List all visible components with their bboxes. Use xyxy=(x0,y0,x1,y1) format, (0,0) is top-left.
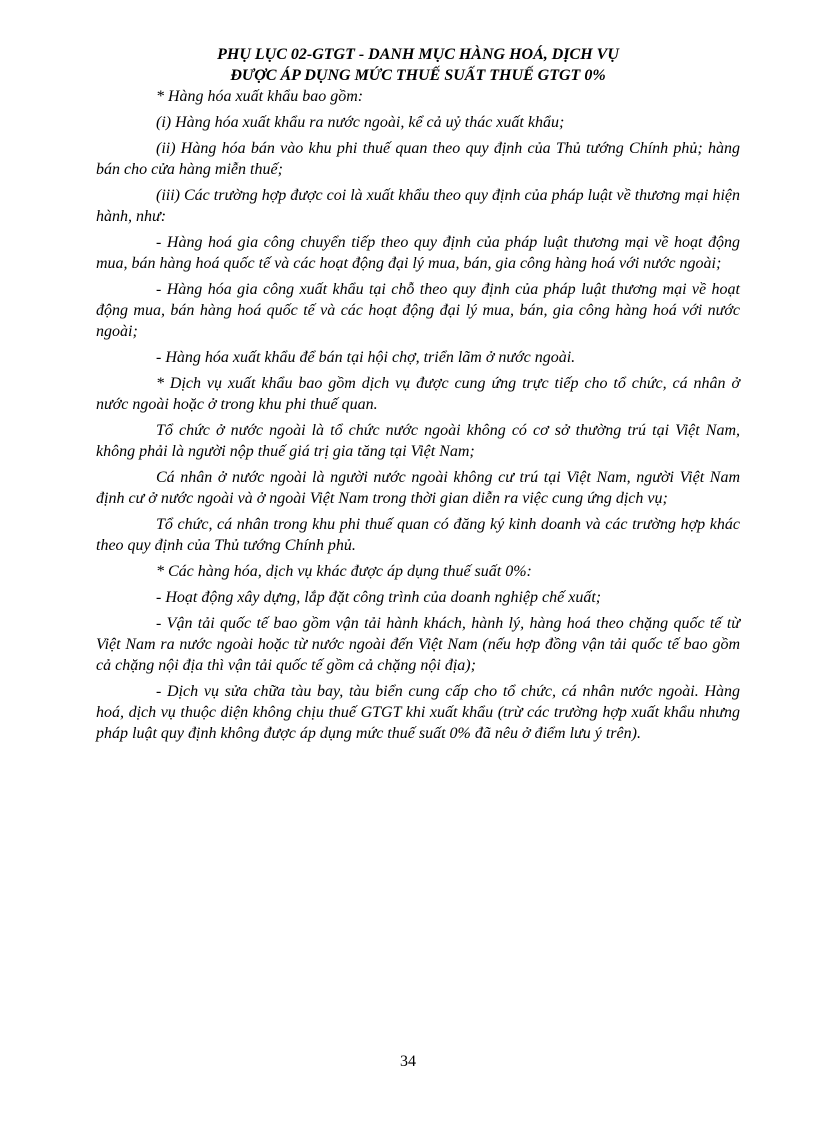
document-title-line-1: PHỤ LỤC 02-GTGT - DANH MỤC HÀNG HOÁ, DỊCH VỤ xyxy=(217,46,619,63)
paragraph-bullet-construction: - Hoạt động xây dựng, lắp đặt công trình của doanh nghiệp chế xuất; xyxy=(156,589,602,606)
paragraph-foreign-organization: Tổ chức ở nước ngoài là tổ chức nước ngoài không có cơ sở thường trú tại Việt Nam, không phải là người nộp thuế giá trị gia tăng tại Việt Nam; xyxy=(96,422,740,460)
paragraph-non-tariff-zone: Tổ chức, cá nhân trong khu phi thuế quan có đăng ký kinh doanh và các trường hợp khác theo quy định của Thủ tướng Chính phủ. xyxy=(96,516,740,554)
paragraph-item-iii: (iii) Các trường hợp được coi là xuất khẩu theo quy định của pháp luật về thương mại hiện hành, như: xyxy=(96,187,740,225)
paragraph-bullet-aircraft-ship-repair: - Dịch vụ sửa chữa tàu bay, tàu biển cung cấp cho tổ chức, cá nhân nước ngoài. Hàng hoá, dịch vụ thuộc diện không chịu thuế GTGT khi xuất khẩu (trừ các trường hợp xuất khẩu nhưng pháp luật quy định không được áp dụng mức thuế suất 0% đã nêu ở điểm lưu ý trên). xyxy=(96,683,740,742)
paragraph-bullet-fair-exhibition: - Hàng hóa xuất khẩu để bán tại hội chợ, triển lãm ở nước ngoài. xyxy=(156,349,576,366)
paragraph-item-ii: (ii) Hàng hóa bán vào khu phi thuế quan theo quy định của Thủ tướng Chính phủ; hàng bán cho cửa hàng miễn thuế; xyxy=(96,140,740,178)
paragraph-exported-services: * Dịch vụ xuất khẩu bao gồm dịch vụ được cung ứng trực tiếp cho tổ chức, cá nhân ở nước ngoài hoặc ở trong khu phi thuế quan. xyxy=(96,375,740,413)
paragraph-foreign-individual: Cá nhân ở nước ngoài là người nước ngoài không cư trú tại Việt Nam, người Việt Nam định cư ở nước ngoài và ở ngoài Việt Nam trong thời gian diễn ra việc cung ứng dịch vụ; xyxy=(96,469,740,507)
paragraph-bullet-transfer-processing: - Hàng hoá gia công chuyển tiếp theo quy định của pháp luật thương mại về hoạt động mua, bán hàng hoá quốc tế và các hoạt động đại lý mua, bán, gia công hàng hoá với nước ngoài; xyxy=(96,234,740,272)
page-number: 34 xyxy=(400,1053,416,1070)
paragraph-bullet-onsite-export: - Hàng hóa gia công xuất khẩu tại chỗ theo quy định của pháp luật thương mại về hoạt động mua, bán hàng hoá quốc tế và các hoạt động đại lý mua, bán, gia công hàng hoá với nước ngoài; xyxy=(96,281,740,340)
paragraph-exported-goods-heading: * Hàng hóa xuất khẩu bao gồm: xyxy=(156,88,364,105)
document-page xyxy=(96,44,740,749)
paragraph-item-i: (i) Hàng hóa xuất khẩu ra nước ngoài, kể cả uỷ thác xuất khẩu; xyxy=(156,114,565,131)
paragraph-other-goods-services-heading: * Các hàng hóa, dịch vụ khác được áp dụng thuế suất 0%: xyxy=(156,563,532,580)
paragraph-bullet-international-transport: - Vận tải quốc tế bao gồm vận tải hành khách, hành lý, hàng hoá theo chặng quốc tế từ Việt Nam ra nước ngoài hoặc từ nước ngoài đến Việt Nam (nếu hợp đồng vận tải quốc tế bao gồm cả chặng nội địa thì vận tải quốc tế gồm cả chặng nội địa); xyxy=(96,615,740,674)
document-title-line-2: ĐƯỢC ÁP DỤNG MỨC THUẾ SUẤT THUẾ GTGT 0% xyxy=(230,67,606,84)
